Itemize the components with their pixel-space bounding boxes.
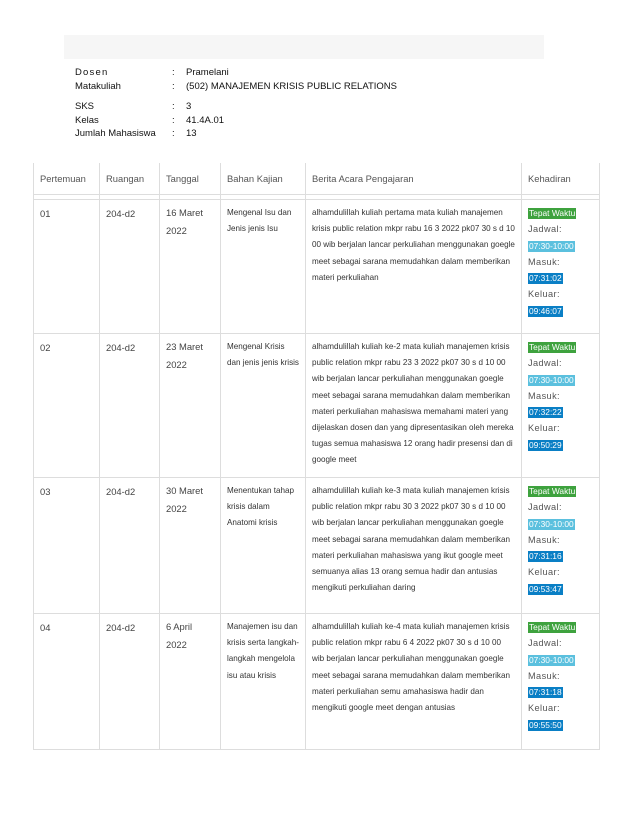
- table-row: [34, 200, 600, 334]
- berita-cell: alhamdulillah kuliah ke-3 mata kuliah manajemen krisis public relation mkpr rabu 30 3 2022 pk07 30 s d 10 00 wib berjalan lancar perkuliahan menggunakan goegle meet sebagai sarana memudahkan dalam memberikan materi perkuliahan mahasiswa yang ikut google meet semuanya alias 13 orang semua hadir dan antusias mengikuti perkuliahan daring: [306, 478, 522, 614]
- bahan-cell: Mengenal Krisis dan jenis jenis krisis: [221, 334, 306, 478]
- col-header-ruangan: Ruangan: [100, 163, 160, 195]
- table-row: [34, 334, 600, 478]
- col-header-kehadiran: Kehadiran: [522, 163, 600, 195]
- colon: :: [172, 81, 175, 92]
- ruangan-cell: 204-d2: [100, 334, 160, 478]
- sks-label: SKS: [75, 101, 95, 112]
- colon: :: [172, 101, 175, 112]
- jumlah-label: Jumlah Mahasiswa: [75, 128, 156, 139]
- jadwal-label: Jadwal:: [528, 358, 562, 369]
- status-badge: Tepat Waktu: [529, 486, 576, 496]
- bahan-cell: Manajemen isu dan krisis serta langkah-langkah mengelola isu atau krisis: [221, 614, 306, 750]
- masuk-badge: 07:31:02: [529, 273, 562, 284]
- dosen-label: Dosen: [75, 67, 109, 78]
- masuk-badge: 07:31:16: [529, 551, 562, 562]
- keluar-label: Keluar:: [528, 289, 560, 300]
- bahan-cell: Mengenal Isu dan Jenis jenis Isu: [221, 200, 306, 334]
- pertemuan-cell: 01: [34, 200, 100, 334]
- jadwal-label: Jadwal:: [528, 638, 562, 649]
- masuk-label: Masuk:: [528, 256, 561, 267]
- matakuliah-value: (502) MANAJEMEN KRISIS PUBLIC RELATIONS: [186, 81, 397, 92]
- jadwal-badge: 07:30-10:00: [529, 518, 574, 529]
- keluar-label: Keluar:: [528, 567, 560, 578]
- bahan-cell: Menentukan tahap krisis dalam Anatomi krisis: [221, 478, 306, 614]
- kehadiran-cell: [522, 200, 600, 334]
- kehadiran-cell: [522, 334, 600, 478]
- tanggal-cell: 23 Maret 2022: [160, 334, 221, 478]
- berita-cell: alhamdulillah kuliah ke-2 mata kuliah manajemen krisis public relation mkpr rabu 23 3 2022 pk07 30 s d 10 00 wib berjalan lancar perkuliahan menggunakan goegle meet sebagai sarana memudahkan dalam memberikan materi perkuliahan mahasiswa memahami materi yang dijelaskan dosen dan yang dipresentasikan oleh mereka tugas semua mahasiswa 12 orang hadir presensi dan di google meet: [306, 334, 522, 478]
- jadwal-badge: 07:30-10:00: [529, 654, 574, 665]
- masuk-label: Masuk:: [528, 670, 561, 681]
- pertemuan-cell: 02: [34, 334, 100, 478]
- col-header-pertemuan: Pertemuan: [34, 163, 100, 195]
- berita-cell: alhamdulillah kuliah ke-4 mata kuliah manajemen krisis public relation mkpr rabu 6 4 2022 pk07 30 s d 10 00 wib berjalan lancar perkuliahan menggunakan goegle meet sebagai sarana memudahkan dalam memberikan materi perkuliahan semu amahasiswa hadir dan mengikuti google meet dengan antusias: [306, 614, 522, 750]
- col-header-tanggal: Tanggal: [160, 163, 221, 195]
- masuk-label: Masuk:: [528, 534, 561, 545]
- table-row: [34, 614, 600, 750]
- colon: :: [172, 128, 175, 139]
- status-badge: Tepat Waktu: [529, 208, 576, 218]
- ruangan-cell: 204-d2: [100, 614, 160, 750]
- kelas-value: 41.4A.01: [186, 115, 225, 126]
- ruangan-cell: 204-d2: [100, 200, 160, 334]
- dosen-value: Pramelani: [186, 67, 229, 78]
- masuk-label: Masuk:: [528, 390, 561, 401]
- jumlah-value: 13: [186, 128, 197, 139]
- jadwal-badge: 07:30-10:00: [529, 374, 574, 385]
- attendance-table: [33, 163, 600, 750]
- kehadiran-cell: [522, 478, 600, 614]
- pertemuan-cell: 03: [34, 478, 100, 614]
- kehadiran-cell: [522, 614, 600, 750]
- keluar-badge: 09:55:50: [529, 719, 562, 730]
- tanggal-cell: 30 Maret 2022: [160, 478, 221, 614]
- pertemuan-cell: 04: [34, 614, 100, 750]
- status-badge: Tepat Waktu: [529, 622, 576, 632]
- col-header-bahan: Bahan Kajian: [221, 163, 306, 195]
- jadwal-label: Jadwal:: [528, 224, 562, 235]
- jadwal-badge: 07:30-10:00: [529, 240, 574, 251]
- table-header-row: [34, 163, 600, 195]
- sks-value: 3: [186, 101, 192, 112]
- status-badge: Tepat Waktu: [529, 342, 576, 352]
- col-header-berita: Berita Acara Pengajaran: [306, 163, 522, 195]
- matakuliah-label: Matakuliah: [75, 81, 121, 92]
- keluar-badge: 09:50:29: [529, 439, 562, 450]
- jadwal-label: Jadwal:: [528, 502, 562, 513]
- berita-cell: alhamdulillah kuliah pertama mata kuliah manajemen krisis public relation mkpr rabu 16 3 2022 pk07 30 s d 10 00 wib berjalan lancar perkuliahan menggunakan goegle meet sebagai sarana memudahkan dalam memberikan materi perkuliahan: [306, 200, 522, 334]
- keluar-badge: 09:46:07: [529, 305, 562, 316]
- tanggal-cell: 16 Maret 2022: [160, 200, 221, 334]
- ruangan-cell: 204-d2: [100, 478, 160, 614]
- masuk-badge: 07:31:18: [529, 687, 562, 698]
- keluar-label: Keluar:: [528, 703, 560, 714]
- keluar-badge: 09:53:47: [529, 583, 562, 594]
- masuk-badge: 07:32:22: [529, 407, 562, 418]
- header-band: [64, 35, 544, 59]
- kelas-label: Kelas: [75, 115, 99, 126]
- tanggal-cell: 6 April 2022: [160, 614, 221, 750]
- colon: :: [172, 115, 175, 126]
- keluar-label: Keluar:: [528, 423, 560, 434]
- table-row: [34, 478, 600, 614]
- colon: :: [172, 67, 175, 78]
